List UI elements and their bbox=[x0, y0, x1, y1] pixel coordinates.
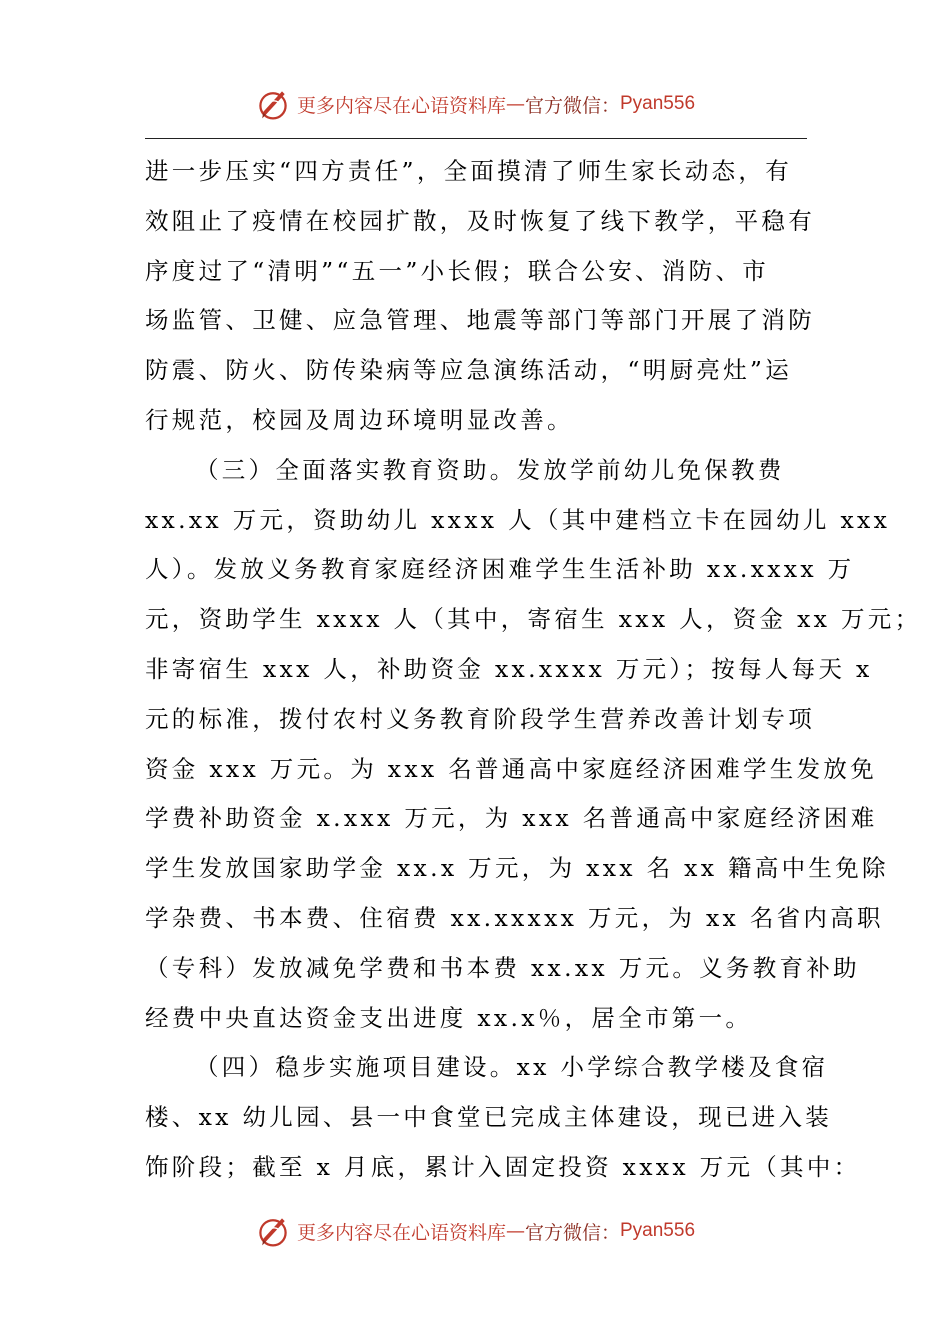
body-line: 序度过了“清明”“五一”小长假；联合公安、消防、市 bbox=[145, 256, 770, 285]
body-line: 人）。发放义务教育家庭经济困难学生生活补助 xx.xxxx 万 bbox=[145, 555, 855, 584]
document-body bbox=[145, 147, 922, 1193]
quill-pen-icon bbox=[255, 1213, 291, 1249]
footer-wechat-account: Pyan556 bbox=[620, 1220, 696, 1241]
section-heading-line: （三）全面落实教育资助。发放学前幼儿免保教费 bbox=[195, 455, 785, 484]
header-banner bbox=[0, 82, 950, 126]
body-line: xx.xx 万元，资助幼儿 xxxx 人（其中建档立卡在园幼儿 xxx bbox=[145, 505, 891, 534]
footer-separator: — bbox=[505, 1220, 525, 1242]
body-line: 学杂费、书本费、住宿费 xx.xxxxx 万元，为 xx 名省内高职 bbox=[145, 903, 884, 932]
body-line: 行规范，校园及周边环境明显改善。 bbox=[145, 405, 574, 434]
body-line: 饰阶段；截至 x 月底，累计入固定投资 xxxx 万元（其中： bbox=[145, 1152, 861, 1181]
body-line: 场监管、卫健、应急管理、地震等部门等部门开展了消防 bbox=[145, 306, 815, 335]
body-line: 经费中央直达资金支出进度 xx.x％，居全市第一。 bbox=[145, 1003, 753, 1032]
header-divider bbox=[145, 138, 807, 139]
body-line: 进一步压实“四方责任”，全面摸清了师生家长动态，有 bbox=[145, 157, 793, 185]
body-line: 元的标准，拨付农村义务教育阶段学生营养改善计划专项 bbox=[145, 704, 815, 733]
body-line: 学生发放国家助学金 xx.x 万元，为 xxx 名 xx 籍高中生免除 bbox=[145, 854, 889, 883]
body-line: 学费补助资金 x.xxx 万元，为 xxx 名普通高中家庭经济困难 bbox=[145, 804, 878, 833]
quill-pen-icon bbox=[255, 86, 291, 122]
footer-wechat-label: 官方微信： bbox=[524, 1221, 620, 1244]
body-line: 非寄宿生 xxx 人，补助资金 xx.xxxx 万元）；按每人每天 x bbox=[145, 654, 873, 683]
section-heading-line: （四）稳步实施项目建设。xx 小学综合教学楼及食宿 bbox=[195, 1053, 829, 1082]
body-line: （专科）发放减免学费和书本费 xx.xx 万元。义务教育补助 bbox=[145, 953, 860, 982]
header-wechat-label: 官方微信： bbox=[524, 94, 620, 117]
body-line: 效阻止了疫情在校园扩散，及时恢复了线下教学，平稳有 bbox=[145, 206, 815, 235]
footer-brand-text: 更多内容尽在心语资料库 bbox=[296, 1221, 506, 1244]
header-brand-text: 更多内容尽在心语资料库 bbox=[296, 94, 506, 117]
header-separator: — bbox=[505, 93, 525, 115]
body-line: 资金 xxx 万元。为 xxx 名普通高中家庭经济困难学生发放免 bbox=[145, 754, 877, 783]
body-line: 楼、xx 幼儿园、县一中食堂已完成主体建设，现已进入装 bbox=[145, 1103, 833, 1132]
body-line: 防震、防火、防传染病等应急演练活动，“明厨亮灶”运 bbox=[145, 356, 793, 385]
header-wechat-account: Pyan556 bbox=[620, 93, 696, 114]
body-line: 元，资助学生 xxxx 人（其中，寄宿生 xxx 人，资金 xx 万元； bbox=[145, 605, 922, 634]
footer-banner bbox=[0, 1209, 950, 1253]
